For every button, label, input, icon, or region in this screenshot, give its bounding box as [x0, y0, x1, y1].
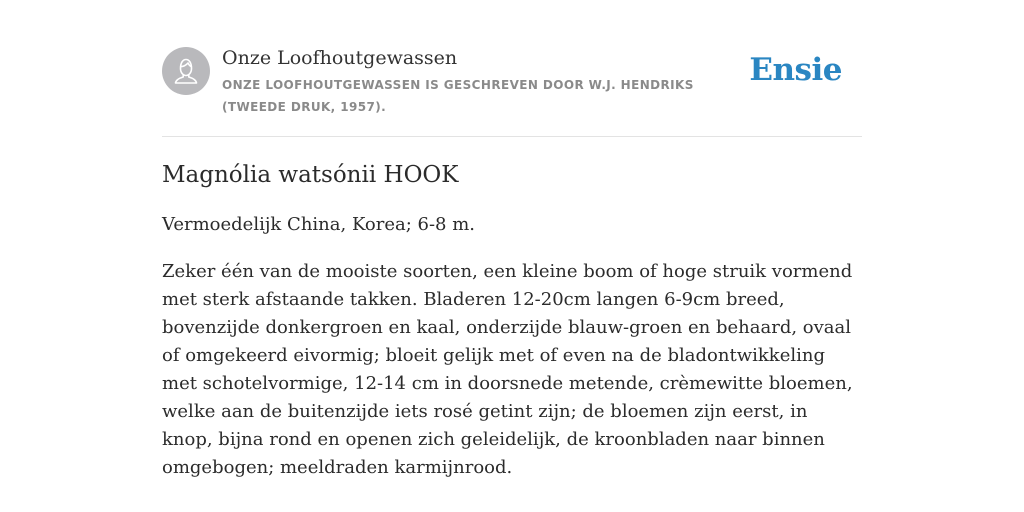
article [162, 158, 862, 482]
book-header [162, 44, 862, 137]
ensie-logo[interactable]: Ensie [749, 52, 842, 88]
book-subtitle: ONZE LOOFHOUTGEWASSEN IS GESCHREVEN DOOR W.J. HENDRIKS (TWEEDE DRUK, 1957). [222, 78, 694, 114]
user-silhouette-icon [162, 47, 210, 95]
book-title[interactable]: Onze Loofhoutgewassen [222, 47, 458, 69]
entry-title: Magnólia watsónii HOOK [162, 162, 459, 188]
entry-origin: Vermoedelijk China, Korea; 6-8 m. [162, 214, 476, 235]
entry-description: Zeker één van de mooiste soorten, een kleine boom of hoge struik vormend met sterk afstaande takken. Bladeren 12-20cm langen 6-9cm breed, bovenzijde donkergroen en kaal, onderzijde blauw-groen en behaard, ovaal of omgekeerd eivormig; bloeit gelijk met of even na de bladontwikkeling met schotelvormige, 12-14 cm in doorsnede metende, crèmewitte bloemen, welke aan de buitenzijde iets rosé getint zijn; de bloemen zijn eerst, in knop, bijna rond en openen zich geleidelijk, de kroonbladen naar binnen omgebogen; meeldraden karmijnrood. [162, 261, 853, 478]
